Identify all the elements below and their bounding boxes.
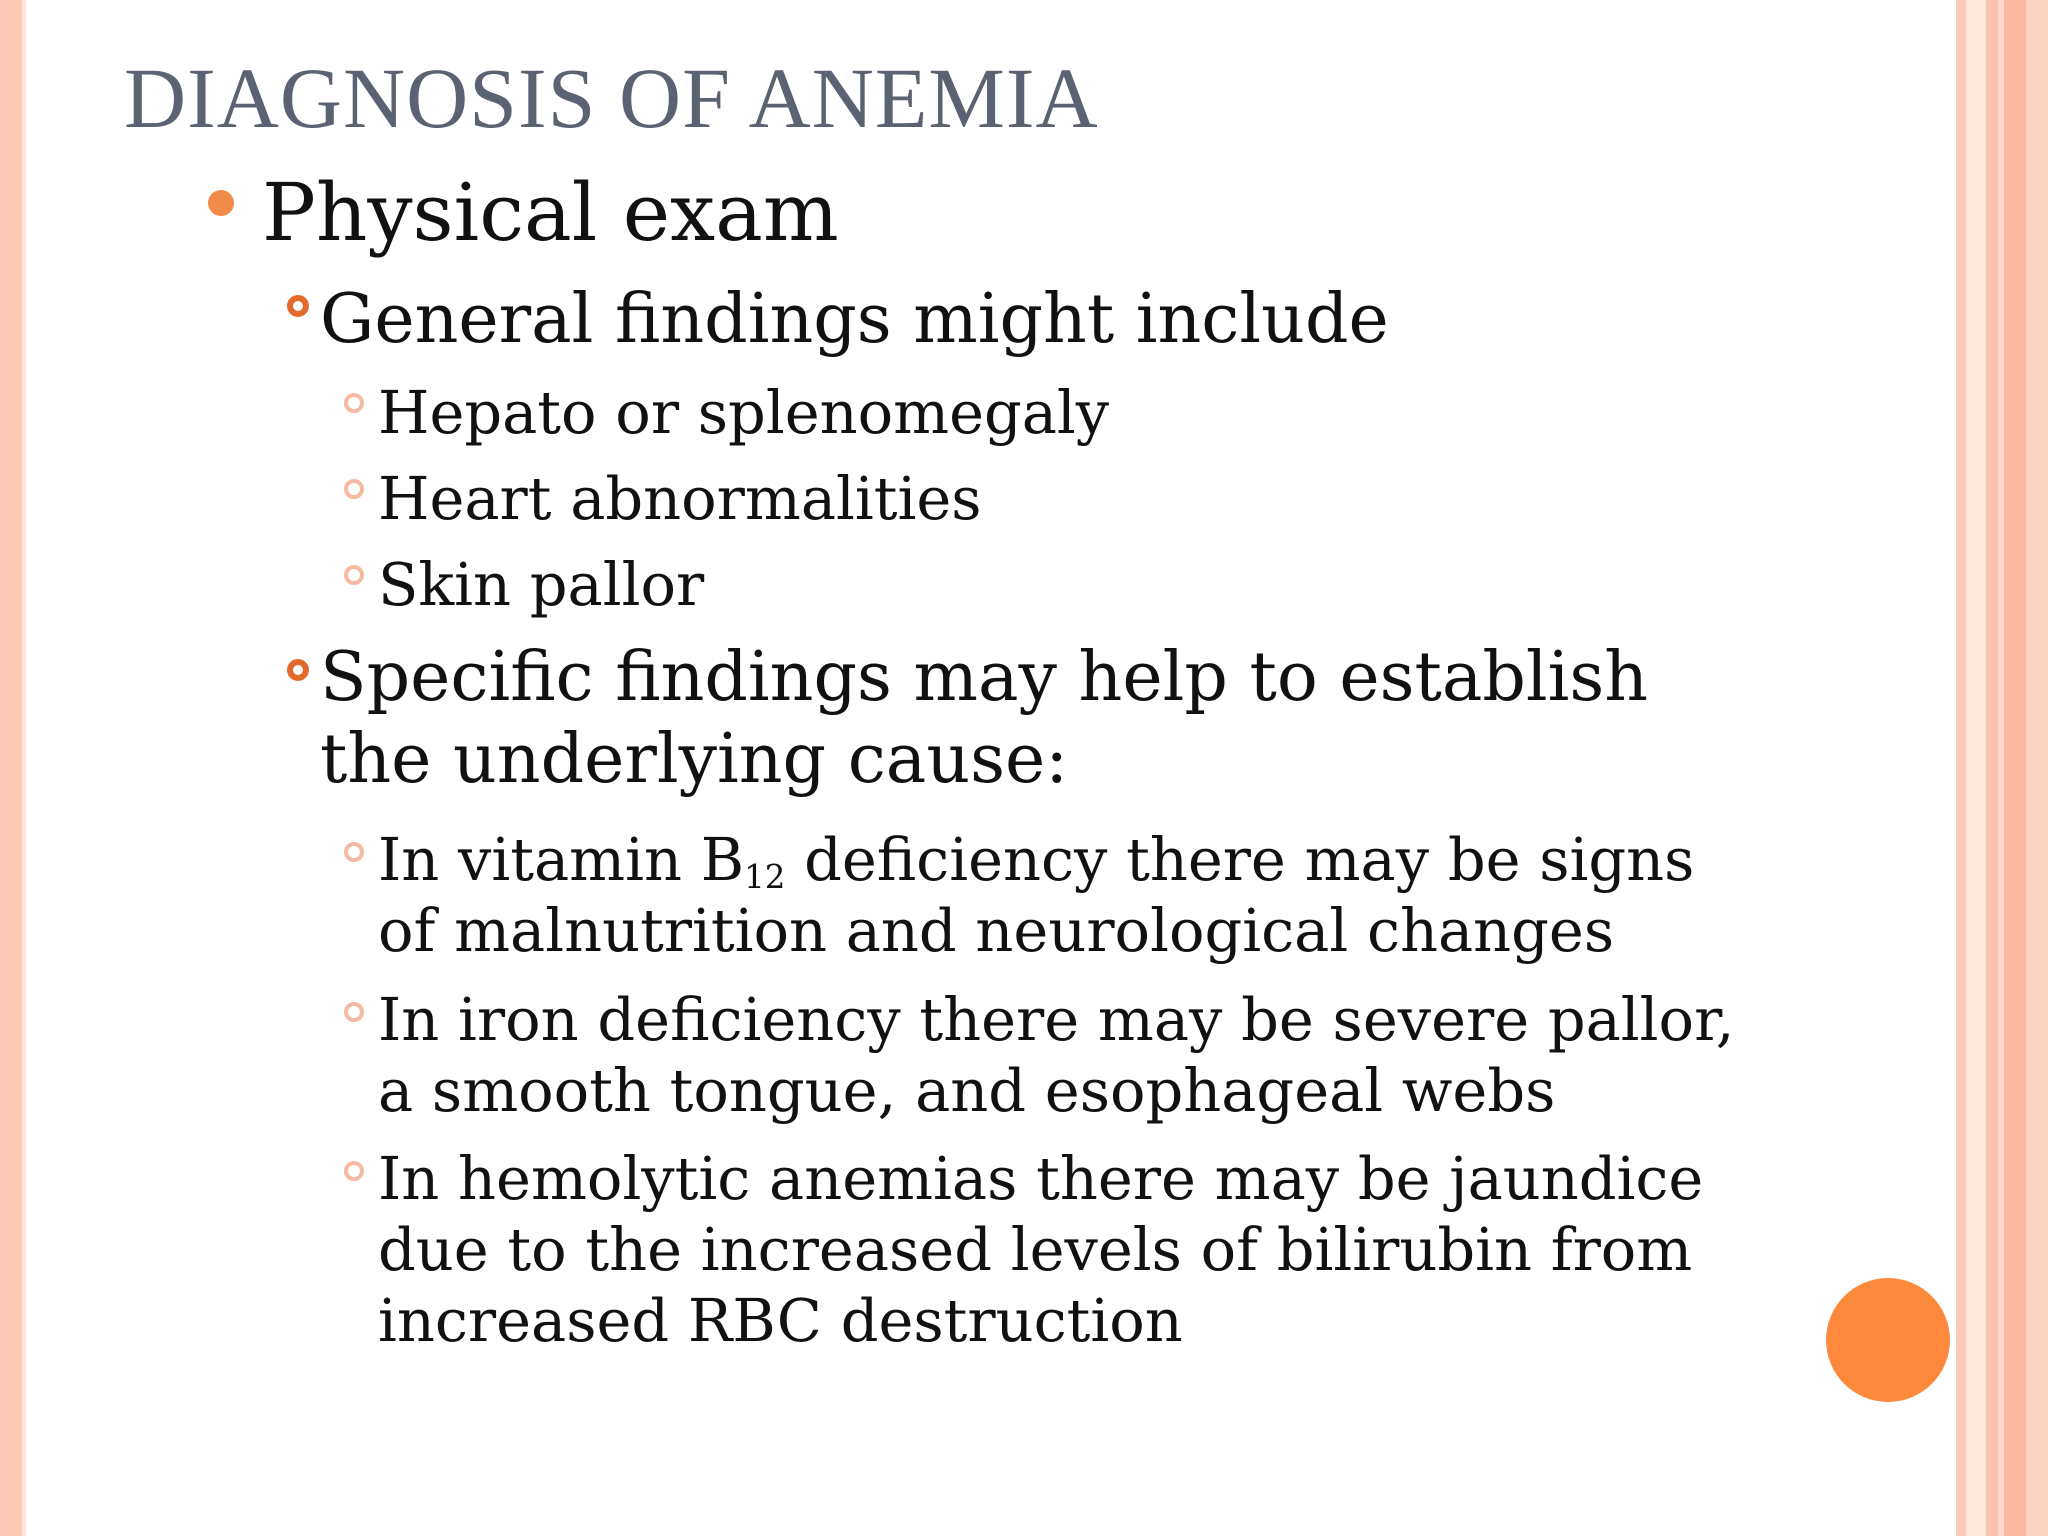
bullet-ring-small-icon (344, 1002, 364, 1022)
list-item-iron (378, 985, 1735, 1125)
bullet-ring-icon (287, 659, 309, 681)
b12-prefix: In vitamin B (378, 825, 745, 894)
bullet-ring-small-icon (344, 393, 364, 413)
specific-heading-line1: Specific findings may help to establish (320, 638, 1649, 717)
bullet-specific-findings (320, 638, 1649, 799)
b12-subscript: 12 (744, 858, 786, 897)
list-item-hemolytic (378, 1144, 1704, 1355)
list-item: Heart abnormalities (378, 464, 982, 533)
b12-suffix: deficiency there may be signs (785, 825, 1695, 894)
bullet-dot-icon (208, 190, 234, 216)
left-decorative-stripe-thin (22, 0, 26, 1536)
hemolytic-line2: due to the increased levels of bilirubin from (378, 1215, 1693, 1284)
list-item: Skin pallor (378, 550, 705, 619)
b12-line2: of malnutrition and neurological changes (378, 896, 1615, 965)
list-item: Hepato or splenomegaly (378, 378, 1110, 447)
hemolytic-line3: increased RBC destruction (378, 1286, 1183, 1355)
right-decorative-stripe (1966, 0, 1986, 1536)
right-decorative-stripe (2004, 0, 2026, 1536)
left-decorative-stripe (0, 0, 22, 1536)
bullet-physical-exam: Physical exam (262, 166, 839, 259)
bullet-ring-small-icon (344, 565, 364, 585)
bullet-ring-small-icon (344, 1161, 364, 1181)
right-decorative-stripe (1986, 0, 1998, 1536)
specific-heading-line2: the underlying cause: (320, 720, 1069, 799)
right-decorative-stripe (2026, 0, 2048, 1536)
bullet-ring-icon (287, 295, 309, 317)
right-decorative-stripe (1956, 0, 1966, 1536)
bullet-ring-small-icon (344, 479, 364, 499)
list-item-b12 (378, 825, 1695, 965)
iron-line1: In iron deficiency there may be severe pallor, (378, 985, 1735, 1054)
b12-line1 (378, 825, 1695, 897)
decorative-circle (1826, 1278, 1950, 1402)
bullet-general-findings: General findings might include (320, 280, 1389, 359)
iron-line2: a smooth tongue, and esophageal webs (378, 1056, 1556, 1125)
slide-title: DIAGNOSIS OF ANEMIA (124, 50, 1099, 146)
bullet-ring-small-icon (344, 842, 364, 862)
hemolytic-line1: In hemolytic anemias there may be jaundice (378, 1144, 1704, 1213)
